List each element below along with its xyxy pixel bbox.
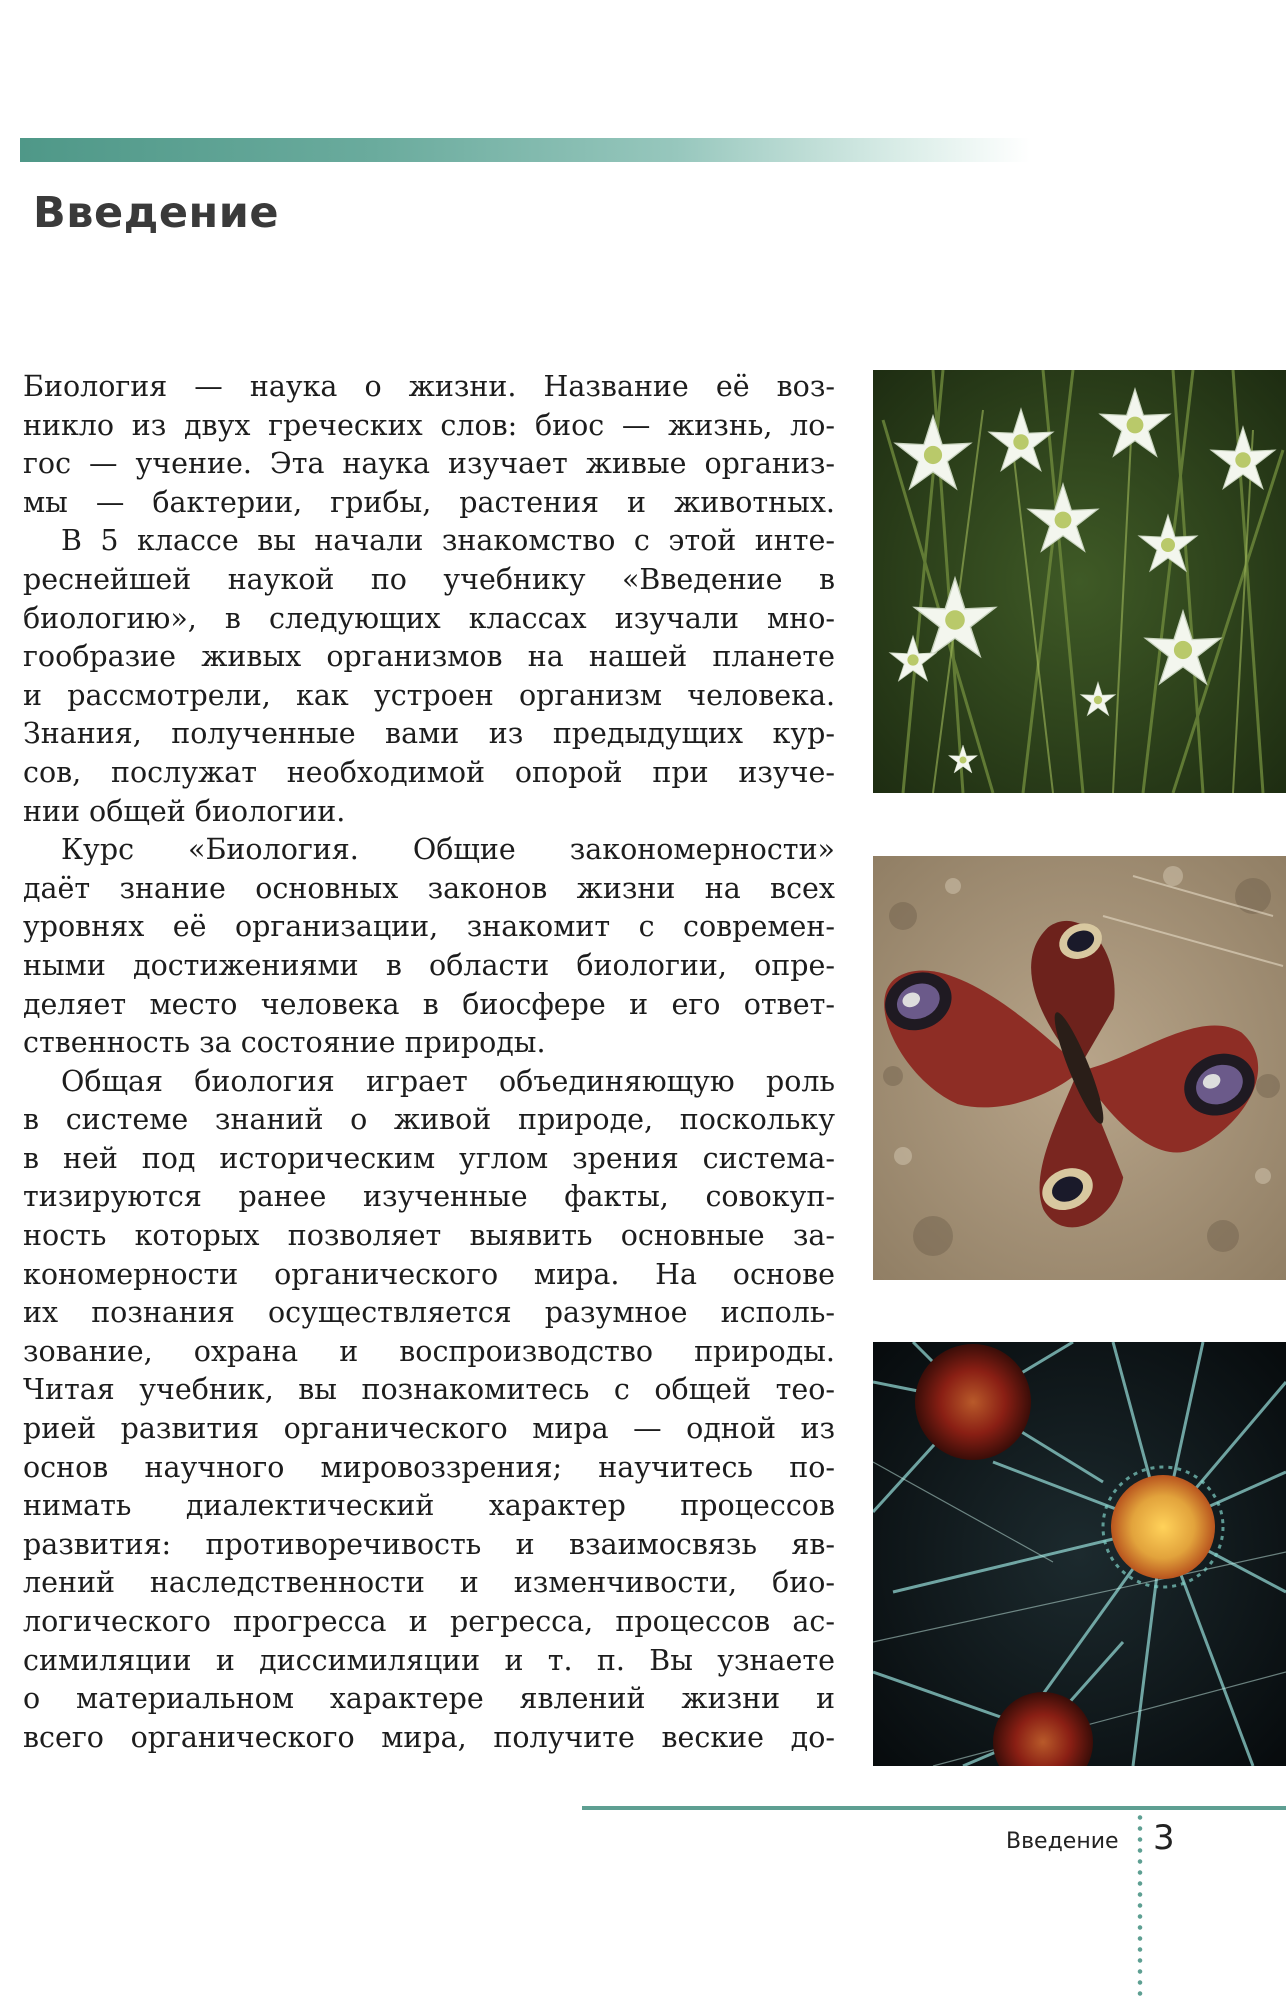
header-color-bar (20, 138, 1030, 162)
text-line: развития: противоречивость и взаимосвязь яв- (23, 1527, 835, 1561)
page-title: Введение (33, 188, 280, 238)
text-line: кономерности органического мира. На основе (23, 1257, 835, 1291)
butterfly-photo (873, 856, 1286, 1280)
text-line: тизируются ранее изученные факты, совокуп- (23, 1180, 835, 1214)
text-line: лений наследственности и изменчивости, био- (23, 1566, 835, 1600)
text-line: и рассмотрели, как устроен организм человека. (23, 678, 835, 712)
text-line: В 5 классе вы начали знакомство с этой инте- (61, 524, 835, 558)
text-line: в системе знаний о живой природе, поскольку (23, 1103, 835, 1137)
radiolarian-icon (873, 1342, 1286, 1766)
text-line: их познания осуществляется разумное исполь- (23, 1296, 835, 1330)
body-text (23, 368, 835, 1757)
footer-dotted-line (1137, 1812, 1143, 2000)
text-line: ными достижениями в области биологии, опре- (23, 948, 835, 982)
paragraph-1 (23, 368, 835, 522)
footer-section-label: Введение (1006, 1829, 1119, 1854)
page-number: 3 (1153, 1818, 1175, 1858)
text-line: Читая учебник, вы познакомитесь с общей тео- (23, 1373, 835, 1407)
text-line: биологию», в следующих классах изучали мно- (23, 601, 835, 635)
text-line: уровнях её организации, знакомит с современ- (23, 910, 835, 944)
text-line: зование, охрана и воспроизводство природы. (23, 1334, 835, 1368)
text-line: нимать диалектический характер процессов (23, 1489, 835, 1523)
text-line: ность которых позволяет выявить основные за- (23, 1219, 835, 1253)
paragraph-4 (23, 1063, 835, 1758)
text-line: в ней под историческим углом зрения система- (23, 1141, 835, 1175)
text-line: ственность за состояние природы. (23, 1026, 546, 1060)
text-line: мы — бактерии, грибы, растения и животных. (23, 485, 835, 519)
text-line: Общая биология играет объединяющую роль (61, 1064, 835, 1098)
text-line: реснейшей наукой по учебнику «Введение в (23, 562, 835, 596)
flowers-photo (873, 370, 1286, 793)
paragraph-2 (23, 522, 835, 831)
text-line: логического прогресса и регресса, процессов ас- (23, 1605, 835, 1638)
text-line: даёт знание основных законов жизни на всех (23, 871, 835, 905)
text-line: нии общей биологии. (23, 794, 346, 828)
text-line: Биология — наука о жизни. Название её воз- (23, 370, 835, 403)
text-line: всего органического мира, получите веские до- (23, 1720, 835, 1754)
butterfly-icon (873, 856, 1286, 1280)
text-line: рией развития органического мира — одной из (23, 1412, 835, 1446)
text-line: гос — учение. Эта наука изучает живые организ- (23, 447, 835, 481)
microorganism-photo (873, 1342, 1286, 1766)
text-line: основ научного мировоззрения; научитесь по- (23, 1450, 835, 1484)
paragraph-3 (23, 831, 835, 1063)
text-line: Знания, полученные вами из предыдущих кур- (23, 717, 835, 751)
flower-icon (873, 370, 1286, 793)
text-line: Курс «Биология. Общие закономерности» (61, 833, 835, 867)
text-line: гообразие живых организмов на нашей планете (23, 640, 835, 674)
text-line: деляет место человека в биосфере и его ответ- (23, 987, 835, 1021)
footer-rule (582, 1806, 1286, 1810)
text-line: никло из двух греческих слов: биос — жизнь, ло- (23, 408, 835, 442)
text-line: о материальном характере явлений жизни и (23, 1682, 835, 1716)
text-line: сов, послужат необходимой опорой при изуче- (23, 755, 835, 789)
text-line: симиляции и диссимиляции и т. п. Вы узнаете (23, 1643, 835, 1677)
